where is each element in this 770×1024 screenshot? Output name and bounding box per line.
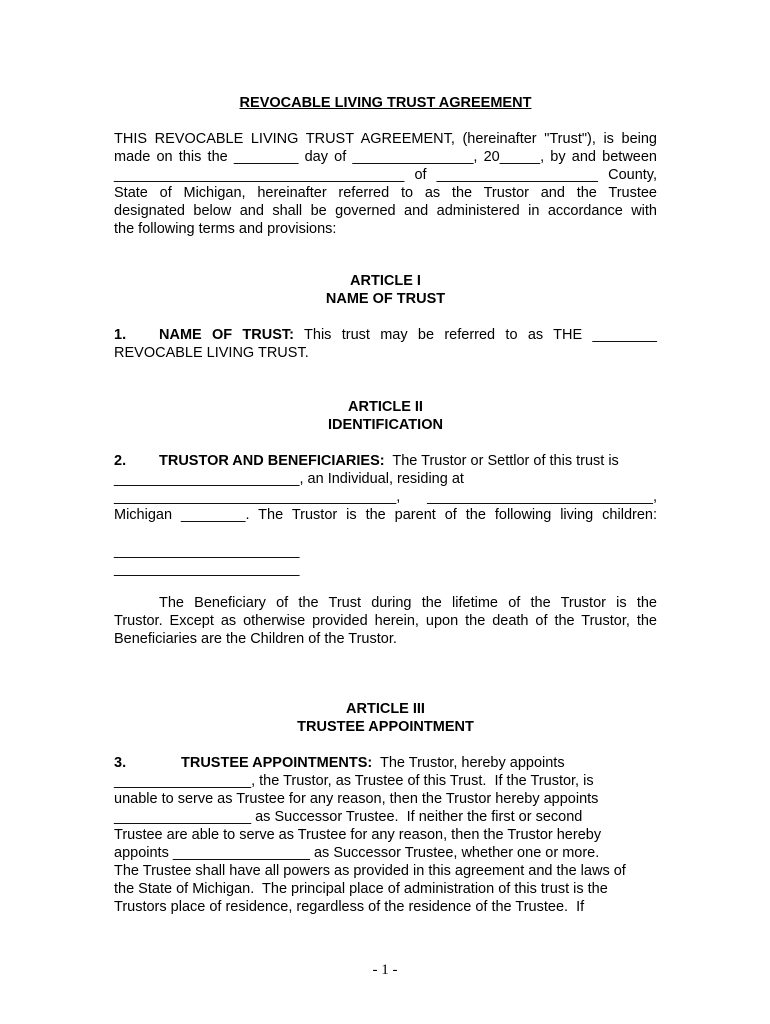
intro-line-3: ____________________________________ of ____________________ County, [114,167,657,183]
section-3-line-5: Trustee are able to serve as Trustee for any reason, then the Trustor hereby [114,827,602,843]
beneficiary-line-2: Trustor. Except as otherwise provided herein, upon the death of the Trustor, the [114,613,657,629]
article-3-section [114,754,657,916]
article-3-subheading: TRUSTEE APPOINTMENT [297,719,474,735]
article-3-heading: ARTICLE III TRUSTEE APPOINTMENT [114,700,657,736]
section-2-line-1: 2. TRUSTOR AND BENEFICIARIES: The Trustor or Settlor of this trust is [114,453,619,469]
children-list [114,542,657,578]
section-3-line-6: appoints _________________ as Successor Trustee, whether one or more. [114,845,600,861]
child-line-2: _______________________ [114,561,300,577]
beneficiary-line-1: The Beneficiary of the Trust during the lifetime of the Trustor is the [159,595,657,611]
section-3-line-9: Trustors place of residence, regardless of the residence of the Trustee. If [114,899,585,915]
article-1-heading: ARTICLE I NAME OF TRUST [114,272,657,308]
section-2-line-4: Michigan ________. The Trustor is the parent of the following living children: [114,507,657,523]
section-label: TRUSTOR AND BENEFICIARIES: [159,453,385,469]
section-number: 3. [114,755,127,771]
section-number: 2. [114,453,127,469]
section-3-line-7: The Trustee shall have all powers as provided in this agreement and the laws of [114,863,626,879]
intro-line-1: THIS REVOCABLE LIVING TRUST AGREEMENT, (hereinafter "Trust"), is being [114,131,657,147]
section-2-line-2: _______________________, an Individual, residing at [114,471,464,487]
intro-line-2: made on this the ________ day of _______________, 20_____, by and between [114,149,657,165]
intro-line-5: designated below and shall be governed and administered in accordance with [114,203,657,219]
article-2-subheading: IDENTIFICATION [328,417,443,433]
article-2-section [114,452,657,524]
section-3-line-4: _________________ as Successor Trustee. If neither the first or second [114,809,583,825]
article-1-subheading: NAME OF TRUST [325,291,446,307]
intro-line-6: the following terms and provisions: [114,221,337,237]
section-1-line-2: REVOCABLE LIVING TRUST. [114,345,309,361]
section-2-line-3: ___________________________________, ____________________________, [114,489,657,505]
intro-paragraph [114,130,657,238]
section-number: 1. [114,327,127,343]
article-2-heading: ARTICLE II IDENTIFICATION [114,398,657,434]
section-1-line-1: 1. NAME OF TRUST: This trust may be referred to as THE ________ [114,327,657,343]
section-3-line-8: the State of Michigan. The principal place of administration of this trust is the [114,881,608,897]
section-3-line-1: 3. TRUSTEE APPOINTMENTS: The Trustor, hereby appoints [114,755,565,771]
beneficiary-line-3: Beneficiaries are the Children of the Trustor. [114,631,397,647]
section-3-line-3: unable to serve as Trustee for any reason, then the Trustor hereby appoints [114,791,599,807]
section-label: NAME OF TRUST: [159,327,294,343]
section-3-line-2: _________________, the Trustor, as Trustee of this Trust. If the Trustor, is [114,773,594,789]
intro-line-4: State of Michigan, hereinafter referred to as the Trustor and the Trustee [114,185,657,201]
page-number: - 1 - [372,962,398,978]
document-title: REVOCABLE LIVING TRUST AGREEMENT [239,95,532,111]
child-line-1: _______________________ [114,543,300,559]
article-1-section [114,326,657,362]
section-label: TRUSTEE APPOINTMENTS: [181,755,373,771]
beneficiary-paragraph [114,594,657,648]
